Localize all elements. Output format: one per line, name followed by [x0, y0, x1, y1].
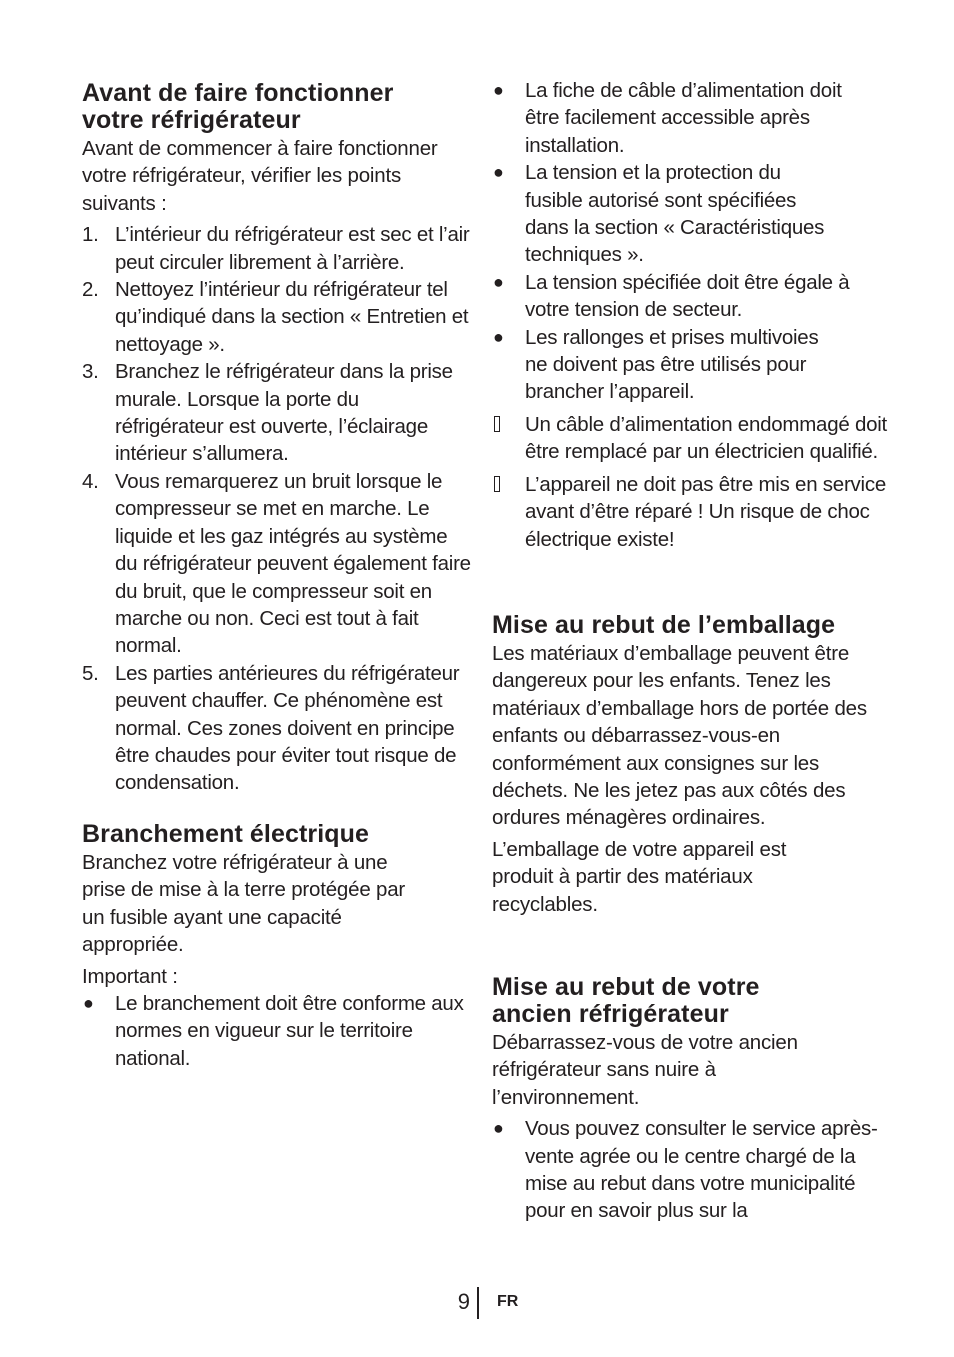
list-item [82, 221, 472, 276]
bullet-text: Vous pouvez consulter le service après-vente agrée ou le centre chargé de la mise au rebut dans votre municipalité pour en savoir plus sur la [525, 1117, 878, 1223]
bullet-text: La tension et la protection du fusible autorisé sont spécifiées dans la section « Caractéristiques techniques ». [525, 161, 825, 267]
bullet-item [492, 159, 887, 269]
bullet-item [492, 324, 887, 406]
intro-paragraph: Avant de commencer à faire fonctionner votre réfrigérateur, vérifier les points suivants : [82, 137, 438, 215]
bullet-text: La tension spécifiée doit être égale à votre tension de secteur. [525, 270, 850, 322]
bullet-item [492, 77, 887, 159]
list-item [82, 468, 472, 660]
title-line-2: votre réfrigérateur [82, 106, 301, 134]
old-fridge-intro: Débarrassez-vous de votre ancien réfrigérateur sans nuire à l’environnement. [492, 1031, 798, 1109]
section-title-electrical: Branchement électrique [82, 820, 370, 848]
item-text: Vous remarquerez un bruit lorsque le compresseur se met en marche. Le liquide et les gaz intégrés au système du réfrigérateur peuvent également faire du bruit, que le compresseur soit en marche ou non. Ceci est tout à fait normal. [115, 469, 471, 658]
warning-text: Un câble d’alimentation endommagé doit être remplacé par un électricien qualifié. [525, 412, 888, 464]
section-old-fridge [492, 974, 887, 1225]
page-footer [0, 1287, 954, 1321]
bullet-icon: ● [493, 271, 504, 292]
item-number: 4. [82, 469, 99, 493]
electrical-safety-list [492, 77, 887, 553]
checkbox-icon [494, 476, 500, 492]
bullet-item [82, 990, 472, 1072]
item-number: 2. [82, 278, 99, 302]
bullet-icon: ● [493, 1118, 504, 1139]
footer-divider [477, 1287, 479, 1319]
warning-item [492, 471, 887, 553]
item-text: Branchez le réfrigérateur dans la prise murale. Lorsque la porte du réfrigérateur est ouverte, l’éclairage intérieur s’allumera. [115, 360, 453, 466]
item-number: 1. [82, 223, 99, 247]
section-title-old-fridge [492, 974, 887, 1028]
list-item [82, 358, 472, 468]
checkbox-icon [494, 416, 500, 432]
title-line-2: ancien réfrigérateur [492, 1000, 729, 1028]
bullet-icon: ● [493, 80, 504, 100]
bullet-icon: ● [83, 993, 94, 1014]
checklist [82, 221, 472, 797]
list-item [82, 276, 472, 358]
packaging-paragraph-2: L’emballage de votre appareil est produit à partir des matériaux recyclables. [492, 837, 787, 916]
important-label: Important : [82, 964, 178, 988]
bullet-text: Les rallonges et prises multivoies ne doivent pas être utilisés pour brancher l’appareil. [525, 325, 819, 404]
old-fridge-bullets [492, 1115, 887, 1225]
item-text: Nettoyez l’intérieur du réfrigérateur tel qu’indiqué dans la section « Entretien et nettoyage ». [115, 278, 469, 356]
warning-text: L’appareil ne doit pas être mis en service avant d’être réparé ! Un risque de choc électrique existe! [525, 472, 886, 551]
bullet-icon: ● [493, 326, 504, 347]
item-text: Les parties antérieures du réfrigérateur peuvent chauffer. Ce phénomène est normal. Ces zones doivent en principe être chaudes pour éviter tout risque de condensation. [115, 661, 460, 795]
item-number: 3. [82, 360, 99, 384]
electrical-bullets [82, 990, 472, 1072]
item-text: L’intérieur du réfrigérateur est sec et l’air peut circuler librement à l’arrière. [115, 223, 470, 274]
bullet-text: Le branchement doit être conforme aux normes en vigueur sur le territoire national. [115, 992, 464, 1070]
bullet-text: La fiche de câble d’alimentation doit être facilement accessible après installation. [525, 79, 842, 157]
section-title-before-use [82, 80, 472, 134]
item-number: 5. [82, 661, 99, 685]
page-number: 9 [457, 1289, 470, 1314]
electrical-intro: Branchez votre réfrigérateur à une prise de mise à la terre protégée par un fusible ayant une capacité appropriée. [82, 851, 406, 957]
packaging-paragraph-1: Les matériaux d’emballage peuvent être dangereux pour les enfants. Tenez les matériaux d’emballage hors de portée des enfants ou débarrassez-vous-en conformément aux consignes sur les déchets. Ne les jetez pas aux côtés des ordures ménagères ordinaires. [492, 642, 867, 830]
section-packaging [492, 612, 884, 918]
bullet-item [492, 1115, 887, 1225]
warning-item [492, 411, 887, 466]
bullet-item [492, 269, 887, 324]
section-title-packaging: Mise au rebut de l’emballage [492, 611, 836, 639]
title-line-1: Avant de faire fonctionner [82, 79, 394, 107]
safety-bullets [492, 77, 887, 406]
section-before-use [82, 80, 472, 797]
warning-items [492, 411, 887, 553]
list-item [82, 660, 472, 797]
title-line-1: Mise au rebut de votre [492, 973, 760, 1001]
language-code: FR [497, 1293, 519, 1310]
section-electrical [82, 821, 472, 1072]
bullet-icon: ● [493, 162, 504, 183]
